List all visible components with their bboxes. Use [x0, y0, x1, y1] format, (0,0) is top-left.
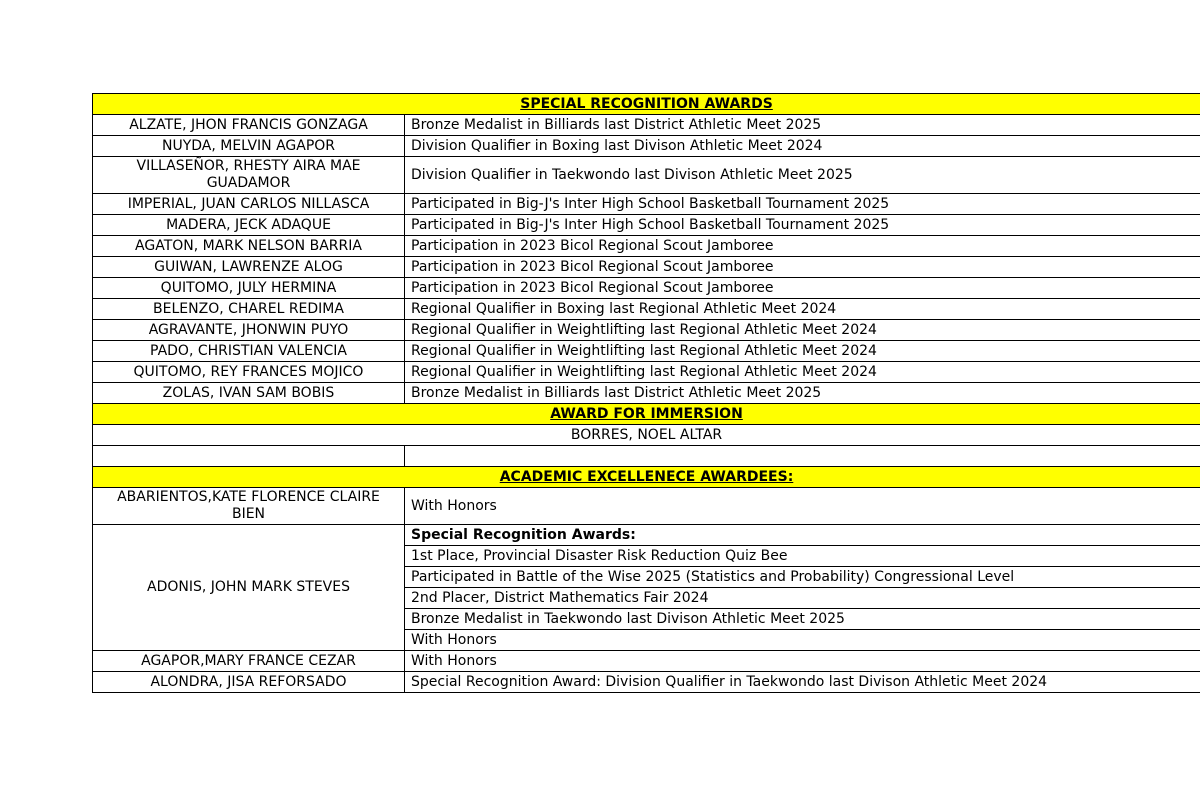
immersion-header: AWARD FOR IMMERSION	[93, 404, 1200, 425]
table-row	[93, 488, 1200, 525]
award-description: Participated in Battle of the Wise 2025 (Statistics and Probability) Congressional Level	[405, 567, 1200, 588]
awards-table	[92, 93, 1200, 693]
award-subheading: Special Recognition Awards:	[405, 525, 1200, 546]
awardee-name: ALONDRA, JISA REFORSADO	[93, 672, 405, 693]
award-description: Participation in 2023 Bicol Regional Scout Jamboree	[405, 236, 1200, 257]
awardee-name: GUIWAN, LAWRENZE ALOG	[93, 257, 405, 278]
award-description: With Honors	[405, 488, 1200, 525]
table-row	[93, 320, 1200, 341]
table-row	[93, 404, 1200, 425]
award-description: Division Qualifier in Boxing last Divison Athletic Meet 2024	[405, 136, 1200, 157]
table-row	[93, 257, 1200, 278]
award-description: Regional Qualifier in Weightlifting last Regional Athletic Meet 2024	[405, 320, 1200, 341]
award-description: Regional Qualifier in Boxing last Regional Athletic Meet 2024	[405, 299, 1200, 320]
table-row	[93, 446, 1200, 467]
empty-cell	[93, 446, 405, 467]
awardee-name: ABARIENTOS,KATE FLORENCE CLAIRE BIEN	[93, 488, 405, 525]
awards-sheet	[92, 93, 1200, 693]
table-row	[93, 341, 1200, 362]
table-row	[93, 278, 1200, 299]
award-description: Regional Qualifier in Weightlifting last Regional Athletic Meet 2024	[405, 341, 1200, 362]
awardee-name: AGAPOR,MARY FRANCE CEZAR	[93, 651, 405, 672]
award-description: Bronze Medalist in Taekwondo last Divison Athletic Meet 2025	[405, 609, 1200, 630]
special-recognition-header: SPECIAL RECOGNITION AWARDS	[93, 94, 1200, 115]
table-row	[93, 467, 1200, 488]
awardee-name: NUYDA, MELVIN AGAPOR	[93, 136, 405, 157]
awardee-name: ADONIS, JOHN MARK STEVES	[93, 525, 405, 651]
award-description: Bronze Medalist in Billiards last District Athletic Meet 2025	[405, 383, 1200, 404]
table-row	[93, 194, 1200, 215]
awardee-name: VILLASEÑOR, RHESTY AIRA MAE GUADAMOR	[93, 157, 405, 194]
table-row	[93, 236, 1200, 257]
table-row	[93, 425, 1200, 446]
award-description: Participation in 2023 Bicol Regional Scout Jamboree	[405, 278, 1200, 299]
award-description: Bronze Medalist in Billiards last District Athletic Meet 2025	[405, 115, 1200, 136]
table-row	[93, 157, 1200, 194]
awardee-name: AGRAVANTE, JHONWIN PUYO	[93, 320, 405, 341]
awardee-name: BELENZO, CHAREL REDIMA	[93, 299, 405, 320]
award-description: Participated in Big-J's Inter High School Basketball Tournament 2025	[405, 194, 1200, 215]
awardee-name: QUITOMO, REY FRANCES MOJICO	[93, 362, 405, 383]
academic-header: ACADEMIC EXCELLENECE AWARDEES:	[93, 467, 1200, 488]
table-row	[93, 651, 1200, 672]
table-row	[93, 383, 1200, 404]
table-row	[93, 215, 1200, 236]
awardee-name: PADO, CHRISTIAN VALENCIA	[93, 341, 405, 362]
awardee-name: ZOLAS, IVAN SAM BOBIS	[93, 383, 405, 404]
awardee-name: IMPERIAL, JUAN CARLOS NILLASCA	[93, 194, 405, 215]
award-description: With Honors	[405, 651, 1200, 672]
table-row	[93, 672, 1200, 693]
award-description: Special Recognition Award: Division Qualifier in Taekwondo last Divison Athletic Meet 2024	[405, 672, 1200, 693]
table-row	[93, 136, 1200, 157]
award-description: With Honors	[405, 630, 1200, 651]
table-row	[93, 362, 1200, 383]
immersion-awardee-name: BORRES, NOEL ALTAR	[93, 425, 1200, 446]
awardee-name: QUITOMO, JULY HERMINA	[93, 278, 405, 299]
table-row	[93, 115, 1200, 136]
table-row	[93, 299, 1200, 320]
empty-cell	[405, 446, 1200, 467]
awardee-name: AGATON, MARK NELSON BARRIA	[93, 236, 405, 257]
award-description: 2nd Placer, District Mathematics Fair 2024	[405, 588, 1200, 609]
award-description: Regional Qualifier in Weightlifting last Regional Athletic Meet 2024	[405, 362, 1200, 383]
award-description: Participation in 2023 Bicol Regional Scout Jamboree	[405, 257, 1200, 278]
awardee-name: MADERA, JECK ADAQUE	[93, 215, 405, 236]
award-description: Participated in Big-J's Inter High School Basketball Tournament 2025	[405, 215, 1200, 236]
awardee-name: ALZATE, JHON FRANCIS GONZAGA	[93, 115, 405, 136]
table-row	[93, 525, 1200, 546]
award-description: Division Qualifier in Taekwondo last Divison Athletic Meet 2025	[405, 157, 1200, 194]
award-description: 1st Place, Provincial Disaster Risk Reduction Quiz Bee	[405, 546, 1200, 567]
